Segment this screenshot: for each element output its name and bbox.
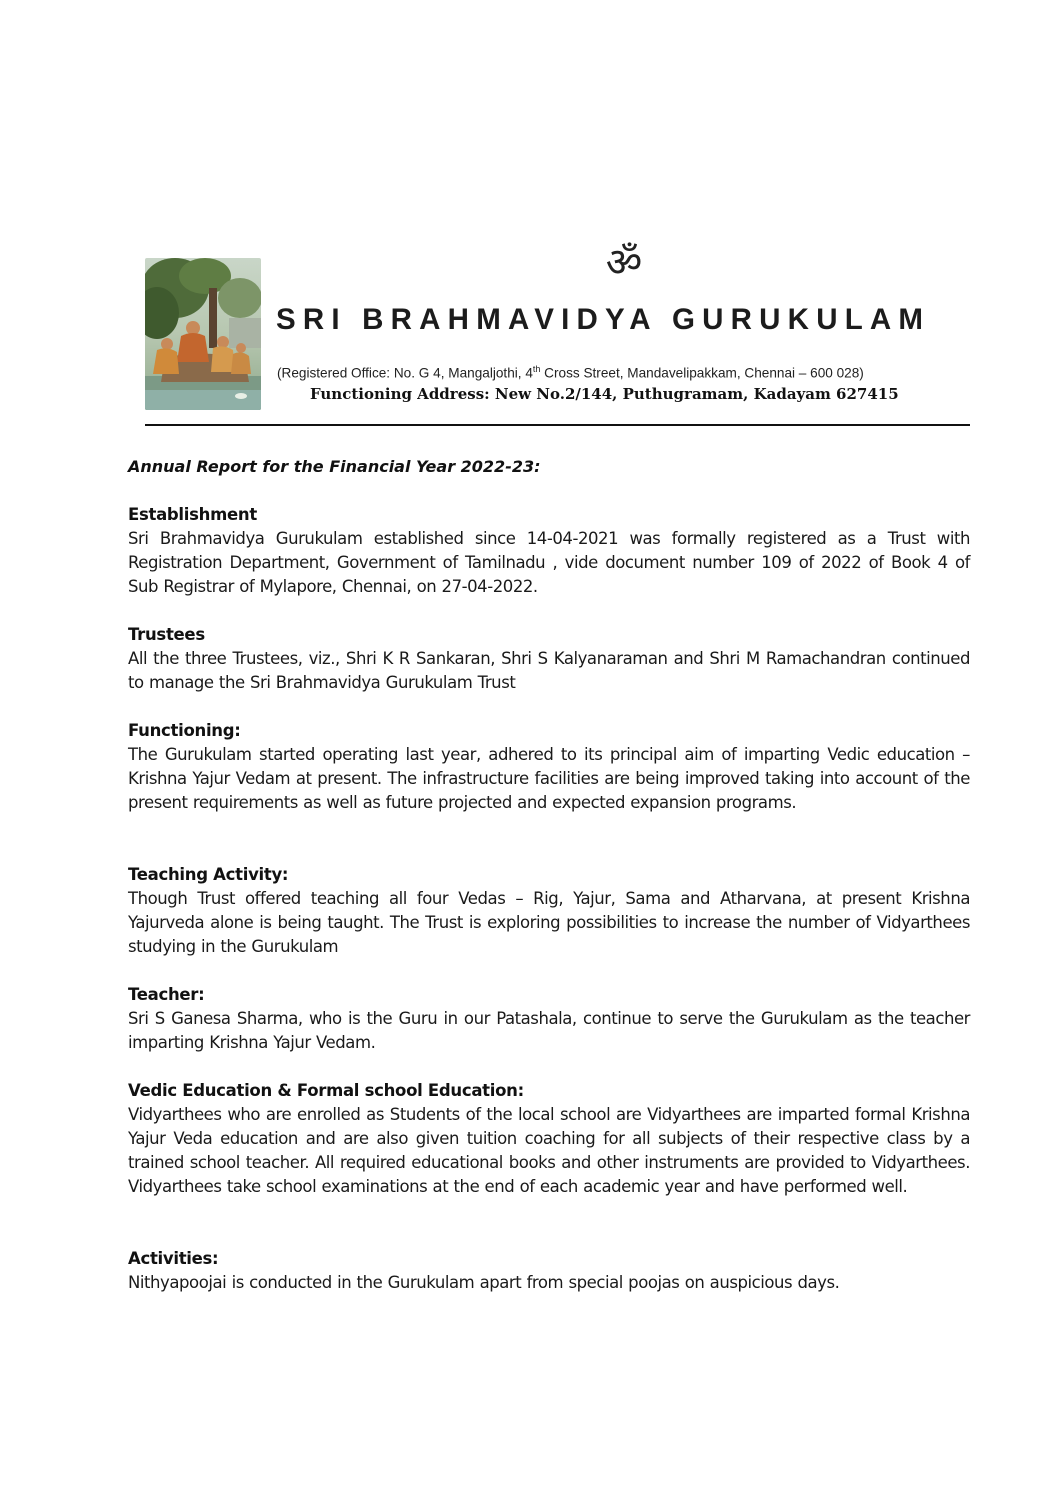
section-trustees	[128, 623, 970, 695]
section-heading: Activities:	[128, 1249, 219, 1268]
section-paragraph: Sri S Ganesa Sharma, who is the Guru in our Patashala, continue to serve the Gurukulam as the teacher imparting Krishna Yajur Vedam.	[128, 1009, 970, 1052]
section-teacher	[128, 983, 970, 1055]
registered-office-text: (Registered Office: No. G 4, Mangaljothi, 4	[277, 365, 533, 381]
section-heading: Teacher:	[128, 985, 205, 1004]
section-vedic-education	[128, 1079, 970, 1199]
section-paragraph: Nithyapoojai is conducted in the Gurukulam apart from special poojas on auspicious days.	[128, 1273, 840, 1292]
section-paragraph: The Gurukulam started operating last year, adhered to its principal aim of imparting Vedic education – Krishna Yajur Vedam at present. The infrastructure facilities are being improved taking into account of the present requirements as well as future projected and expected expansion programs.	[128, 745, 970, 812]
section-paragraph: Vidyarthees who are enrolled as Students of the local school are Vidyarthees are imparted formal Krishna Yajur Veda education and are also given tuition coaching for all subjects of their respective class by a trained school teacher. All required educational books and other instruments are provided to Vidyarthees. Vidyarthees take school examinations at the end of each academic year and have performed well.	[128, 1105, 970, 1196]
section-activities	[128, 1247, 970, 1295]
om-symbol: ॐ	[605, 240, 643, 286]
registered-office-text-end: Cross Street, Mandavelipakkam, Chennai – 600 028)	[540, 365, 864, 381]
section-paragraph: Sri Brahmavidya Gurukulam established since 14-04-2021 was formally registered as a Trust with Registration Department, Government of Tamilnadu , vide document number 109 of 2022 of Book 4 of Sub Registrar of Mylapore, Chennai, on 27-04-2022.	[128, 529, 970, 596]
report-title: Annual Report for the Financial Year 2022-23:	[128, 457, 541, 476]
section-heading: Functioning:	[128, 721, 241, 740]
section-establishment	[128, 503, 970, 599]
section-functioning	[128, 719, 970, 815]
section-paragraph: Though Trust offered teaching all four Vedas – Rig, Yajur, Sama and Atharvana, at present Krishna Yajurveda alone is being taught. The Trust is exploring possibilities to increase the number of Vidyarthees studying in the Gurukulam	[128, 889, 970, 956]
header-divider	[145, 424, 970, 426]
section-paragraph: All the three Trustees, viz., Shri K R Sankaran, Shri S Kalyanaraman and Shri M Ramachandran continued to manage the Sri Brahmavidya Gurukulam Trust	[128, 649, 970, 692]
section-heading: Teaching Activity:	[128, 865, 289, 884]
section-heading: Trustees	[128, 625, 205, 644]
section-heading: Establishment	[128, 505, 257, 524]
registered-office-address	[277, 364, 977, 381]
section-teaching-activity	[128, 863, 970, 959]
organization-name: SRI BRAHMAVIDYA GURUKULAM	[276, 303, 931, 336]
ordinal-suffix: th	[532, 364, 541, 374]
functioning-address: Functioning Address: New No.2/144, Puthugramam, Kadayam 627415	[310, 385, 899, 403]
section-heading: Vedic Education & Formal school Education:	[128, 1081, 524, 1100]
guru-painting-image	[145, 258, 261, 410]
